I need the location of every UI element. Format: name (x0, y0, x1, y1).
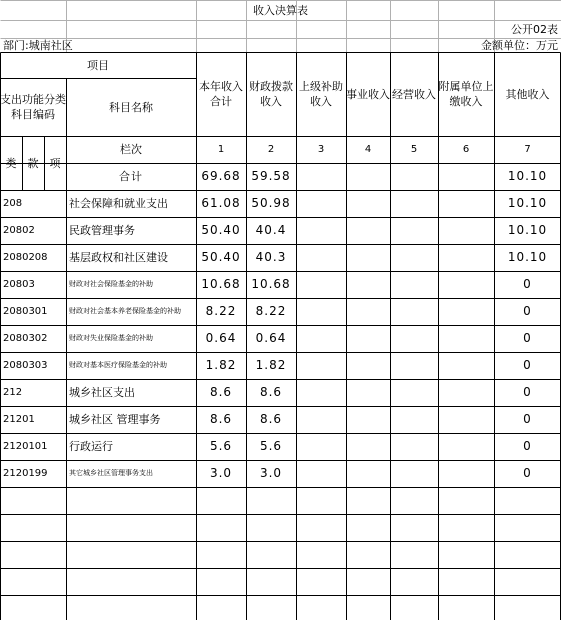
row-value (296, 298, 346, 325)
column-header: 财政拨款收入 (249, 80, 293, 108)
column-number: 1 (217, 144, 225, 155)
row-value: 50.98 (251, 196, 291, 210)
row-code: 21201 (3, 414, 35, 425)
row-subject-name: 城乡社区支出 (69, 386, 135, 399)
row-value: 5.6 (259, 439, 283, 453)
row-value: 3.0 (259, 466, 283, 480)
row-value (296, 271, 346, 298)
row-subject-name: 城乡社区 管理事务 (69, 413, 161, 426)
row-value (438, 271, 494, 298)
row-value: 8.22 (205, 304, 237, 318)
header-func-code: 支出功能分类科目编码 (0, 93, 66, 121)
column-number: 6 (462, 144, 470, 155)
row-value: 10.10 (507, 196, 548, 210)
row-value (438, 298, 494, 325)
row-value (390, 271, 438, 298)
row-code: 2120199 (3, 468, 48, 479)
row-value (438, 217, 494, 244)
row-value (296, 379, 346, 406)
row-code: 208 (3, 198, 23, 209)
row-value (346, 433, 390, 460)
row-value (438, 460, 494, 487)
row-code: 2080303 (3, 360, 48, 371)
row-value (438, 325, 494, 352)
row-value (390, 217, 438, 244)
column-number: 7 (524, 144, 531, 155)
row-subject-name: 财政对基本医疗保险基金的补助 (69, 361, 167, 369)
row-value (296, 325, 346, 352)
row-value: 5.6 (209, 439, 233, 453)
row-value: 8.6 (259, 385, 283, 399)
row-subject-name: 社会保障和就业支出 (69, 197, 168, 210)
row-value (390, 379, 438, 406)
row-value: 61.08 (201, 196, 241, 210)
row-value (296, 460, 346, 487)
unit-label: 金额单位：万元 (481, 38, 558, 52)
row-value (438, 433, 494, 460)
row-code: 2120101 (3, 441, 48, 452)
total-value: 69.68 (201, 169, 241, 183)
row-value (296, 406, 346, 433)
row-code: 2080208 (3, 252, 48, 263)
column-header: 上级补助收入 (299, 80, 343, 108)
row-value (390, 433, 438, 460)
row-value: 10.68 (201, 277, 241, 291)
row-value: 3.0 (209, 466, 233, 480)
row-subject-name: 行政运行 (69, 440, 113, 453)
total-value (438, 163, 494, 190)
row-value: 8.6 (259, 412, 283, 426)
column-number: 5 (410, 144, 418, 155)
row-value (346, 379, 390, 406)
row-value (390, 352, 438, 379)
row-value (346, 217, 390, 244)
row-value (390, 244, 438, 271)
row-value: 1.82 (255, 358, 287, 372)
row-value: 0 (523, 385, 532, 399)
column-header: 事业收入 (346, 87, 390, 101)
column-header: 其他收入 (505, 87, 550, 101)
header-subject-name: 科目名称 (109, 100, 153, 114)
row-subject-name: 财政对社会基本养老保险基金的补助 (69, 307, 181, 315)
column-header: 经营收入 (392, 87, 436, 101)
row-value (296, 217, 346, 244)
row-value: 50.40 (201, 250, 241, 264)
row-value: 0 (523, 358, 532, 372)
column-number: 4 (364, 144, 372, 155)
row-value: 0 (523, 331, 532, 345)
row-value (346, 352, 390, 379)
row-value: 0.64 (255, 331, 287, 345)
column-header: 附属单位上缴收入 (438, 80, 494, 108)
row-subject-name: 财政对失业保险基金的补助 (69, 334, 153, 342)
row-value (296, 352, 346, 379)
row-value (296, 244, 346, 271)
form-code: 公开02表 (511, 22, 558, 36)
row-value: 8.6 (209, 412, 233, 426)
row-value: 0 (523, 412, 532, 426)
header-lei: 类 (5, 156, 17, 170)
row-value: 40.3 (255, 250, 287, 264)
row-value (346, 460, 390, 487)
row-value (390, 190, 438, 217)
row-code: 20802 (3, 225, 35, 236)
header-column-index-label: 栏次 (120, 143, 142, 156)
total-value (296, 163, 346, 190)
column-number: 2 (267, 144, 275, 155)
total-value (390, 163, 438, 190)
row-code: 212 (3, 387, 23, 398)
row-value: 10.68 (251, 277, 291, 291)
row-value: 8.6 (209, 385, 233, 399)
total-value: 10.10 (507, 169, 548, 183)
row-value: 0.64 (205, 331, 237, 345)
row-value (438, 406, 494, 433)
row-subject-name: 其它城乡社区管理事务支出 (69, 469, 153, 477)
row-value (390, 325, 438, 352)
row-subject-name: 财政对社会保险基金的补助 (69, 280, 153, 288)
total-value: 59.58 (251, 169, 291, 183)
row-value (390, 406, 438, 433)
department-label: 部门:城南社区 (3, 38, 73, 52)
row-code: 2080301 (3, 306, 48, 317)
row-value: 8.22 (255, 304, 287, 318)
row-code: 2080302 (3, 333, 48, 344)
row-value (296, 433, 346, 460)
row-subject-name: 基层政权和社区建设 (69, 251, 168, 264)
row-value (346, 406, 390, 433)
row-code: 20803 (3, 279, 35, 290)
row-value (346, 244, 390, 271)
row-value (438, 244, 494, 271)
row-value (346, 325, 390, 352)
row-subject-name: 民政管理事务 (69, 224, 135, 237)
row-value: 1.82 (205, 358, 237, 372)
row-value: 0 (523, 304, 532, 318)
row-value (390, 460, 438, 487)
row-value: 0 (523, 277, 532, 291)
total-label: 合计 (119, 170, 143, 183)
row-value (438, 379, 494, 406)
row-value (346, 271, 390, 298)
row-value: 10.10 (507, 250, 548, 264)
row-value: 10.10 (507, 223, 548, 237)
column-header: 本年收入合计 (199, 80, 243, 108)
row-value: 40.4 (255, 223, 287, 237)
row-value (346, 190, 390, 217)
column-number: 3 (317, 144, 325, 155)
row-value: 0 (523, 439, 532, 453)
row-value: 0 (523, 466, 532, 480)
row-value (438, 352, 494, 379)
header-project: 项目 (87, 58, 109, 72)
row-value (296, 190, 346, 217)
row-value (438, 190, 494, 217)
row-value (346, 298, 390, 325)
total-value (346, 163, 390, 190)
table-title: 收入决算表 (253, 3, 308, 17)
header-xiang: 项 (49, 156, 61, 170)
header-kuan: 款 (27, 156, 39, 170)
row-value: 50.40 (201, 223, 241, 237)
row-value (390, 298, 438, 325)
